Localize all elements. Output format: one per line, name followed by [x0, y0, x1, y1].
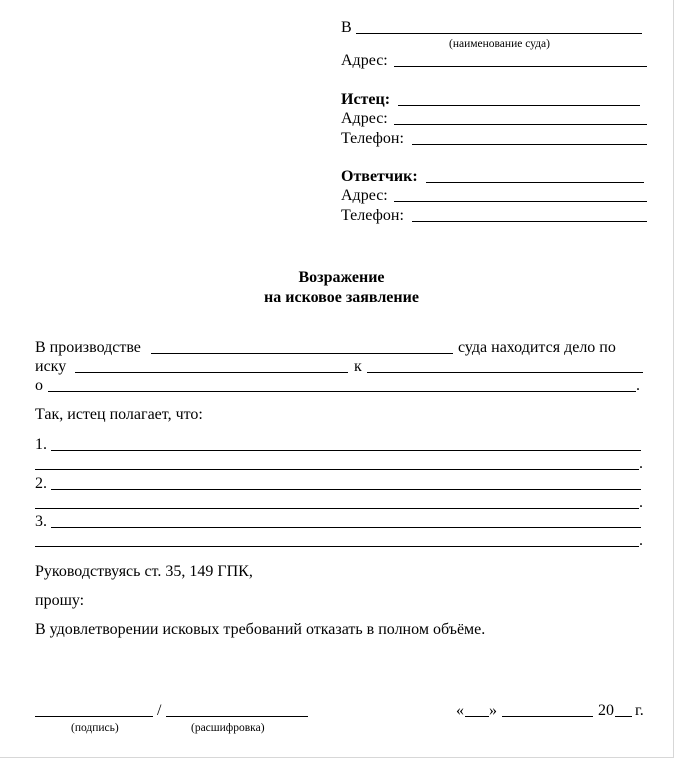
defendant-phone-label: Телефон:: [341, 207, 404, 224]
signature-decode-caption: (расшифровка): [191, 722, 265, 734]
p1-end-dot: .: [636, 377, 640, 394]
plaintiff-name-line: [398, 105, 640, 106]
court-address-line: [394, 66, 647, 67]
date-quote-open: «: [456, 702, 464, 719]
p1-plaintiff-line: [75, 372, 348, 373]
item-2-number: 2.: [35, 475, 47, 492]
item-2-line-a: [51, 489, 641, 490]
signature-caption: (подпись): [71, 722, 119, 734]
to-court-label: В: [341, 19, 352, 36]
plaintiff-phone-label: Телефон:: [341, 130, 404, 147]
item-1-line-a: [51, 450, 641, 451]
p1-against-label: к: [354, 358, 362, 375]
p3-guided-by: Руководствуясь ст. 35, 149 ГПК,: [35, 563, 253, 580]
date-year-prefix: 20: [598, 702, 614, 719]
defendant-address-line: [394, 201, 647, 202]
item-1-dot: .: [639, 455, 643, 472]
defendant-address-label: Адрес:: [341, 187, 388, 204]
defendant-label: Ответчик:: [341, 168, 418, 185]
p1-court-line: [151, 353, 453, 354]
item-3-dot: .: [639, 532, 643, 549]
document-subtitle: на исковое заявление: [264, 289, 419, 306]
p1-defendant-line: [367, 372, 643, 373]
plaintiff-address-line: [394, 124, 647, 125]
item-2-line-b: [35, 508, 639, 509]
signature-line: [35, 716, 153, 717]
date-year-suffix: г.: [635, 702, 644, 719]
p1-claim-label: иску: [35, 358, 67, 375]
item-1-line-b: [35, 469, 639, 470]
signature-slash: /: [157, 702, 162, 719]
date-month-line: [502, 716, 593, 717]
plaintiff-label: Истец:: [341, 91, 391, 108]
defendant-name-line: [426, 182, 644, 183]
p2-plaintiff-believes: Так, истец полагает, что:: [35, 406, 203, 423]
p1-about-label: о: [35, 377, 43, 394]
item-1-number: 1.: [35, 436, 47, 453]
item-3-line-a: [51, 527, 641, 528]
defendant-phone-line: [412, 221, 647, 222]
date-quote-close: »: [489, 702, 497, 719]
signature-decode-line: [166, 716, 308, 717]
p1-in-production: В производстве: [35, 339, 141, 356]
document-title: Возражение: [298, 269, 385, 286]
plaintiff-address-label: Адрес:: [341, 110, 388, 127]
item-3-number: 3.: [35, 513, 47, 530]
plaintiff-phone-line: [412, 144, 647, 145]
p1-case-pending: суда находится дело по: [458, 339, 616, 356]
court-address-label: Адрес:: [341, 52, 388, 69]
date-year-line: [615, 716, 632, 717]
item-2-dot: .: [639, 494, 643, 511]
item-3-line-b: [35, 546, 639, 547]
p5-dismiss-claims: В удовлетворении исковых требований отказать в полном объёме.: [35, 621, 486, 638]
court-caption: (наименование суда): [449, 38, 550, 50]
p4-request: прошу:: [35, 592, 85, 609]
date-day-line: [465, 716, 489, 717]
court-name-line: [356, 33, 642, 34]
p1-subject-line: [48, 391, 636, 392]
